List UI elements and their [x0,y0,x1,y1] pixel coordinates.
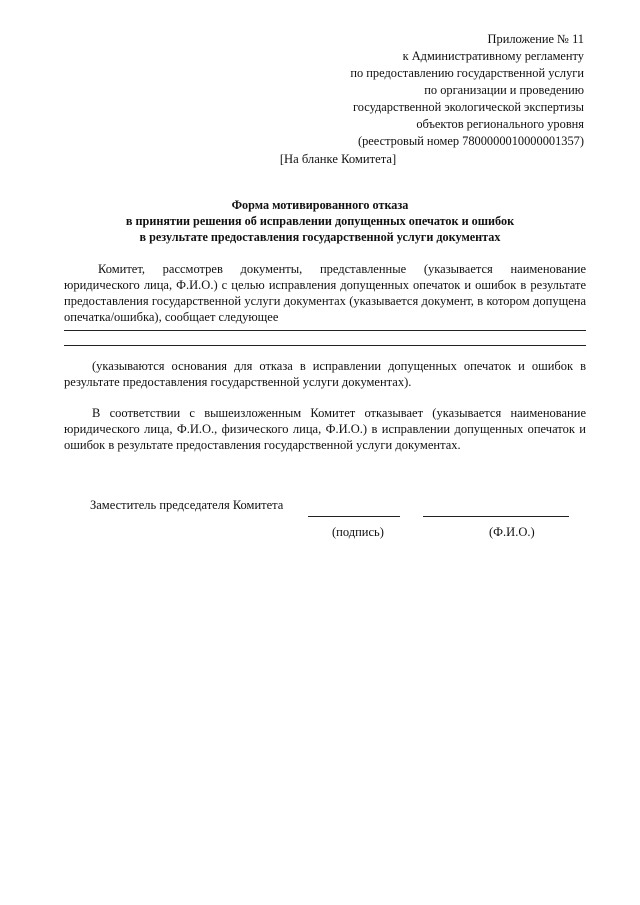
signature-line [308,516,400,517]
title-line: в результате предоставления государственной услуги документах [139,230,501,244]
body-paragraph-3: В соответствии с вышеизложенным Комитет отказывает (указывается наименование юридического лица, Ф.И.О., физического лица, Ф.И.О.) в исправлении допущенных опечаток и ошибок в результате предоставления государственной услуги документах. [64,406,586,452]
annex-line: по предоставлению государственной услуги [350,66,584,80]
name-line [423,516,569,517]
annex-line: объектов регионального уровня [416,117,584,131]
body-paragraph-1: Комитет, рассмотрев документы, представленные (указывается наименование юридического лица, Ф.И.О.) с целью исправления допущенных опечаток и ошибок в результате предоставления государственной услуги документах (указывается документ, в котором допущена опечатка/ошибка), сообщает следующее [64,262,586,324]
body-paragraph-2: (указываются основания для отказа в исправлении допущенных опечаток и ошибок в результате предоставления государственной услуги документах). [64,359,586,389]
signature-caption: (подпись) [332,525,384,539]
signatory-position: Заместитель председателя Комитета [90,498,284,512]
letterhead-note: [На бланке Комитета] [279,152,397,166]
annex-line: по организации и проведению [424,83,584,97]
document-title [60,197,580,245]
fill-in-line [64,345,586,346]
title-line: в принятии решения об исправлении допущенных опечаток и ошибок [125,214,515,228]
annex-header [350,31,584,150]
annex-number: Приложение № 11 [487,32,584,46]
registry-number: (реестровый номер 7800000010000001357) [357,134,584,148]
title-line: Форма мотивированного отказа [231,198,409,212]
fill-in-line [64,330,586,331]
annex-line: государственной экологической экспертизы [352,100,584,114]
name-caption: (Ф.И.О.) [489,525,535,539]
annex-line: к Административному регламенту [402,49,584,63]
